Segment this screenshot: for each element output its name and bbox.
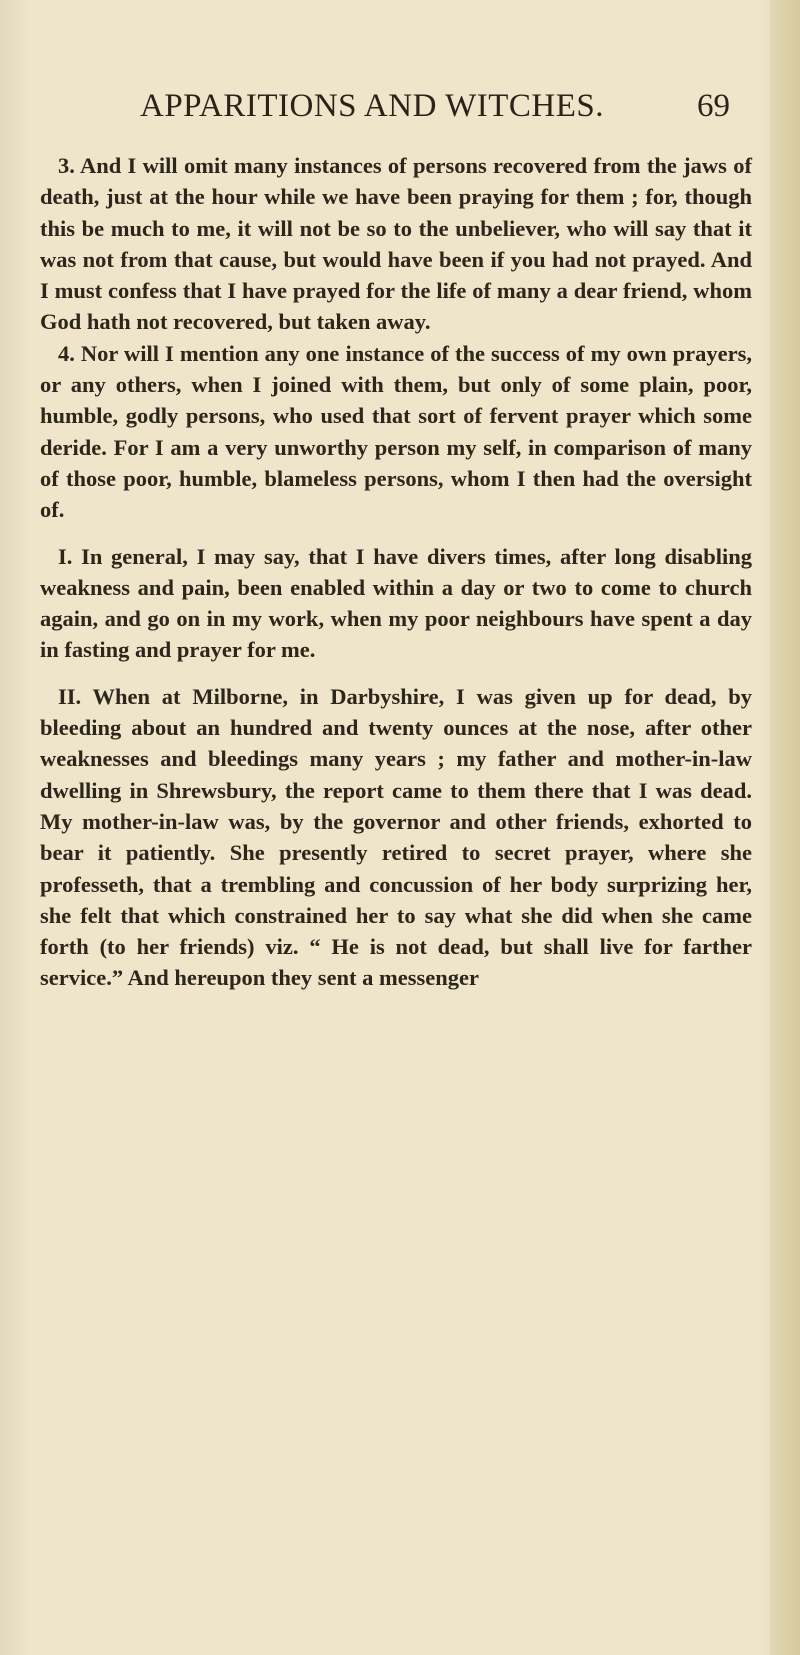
- paragraph-3: 3. And I will omit many instances of persons recovered from the jaws of death, just at the hour while we have been praying for them ; for, though this be much to me, it will not be so to the unbeliever, who will say that it was not from that cause, but would have been if you had not prayed. And I must confess that I have prayed for the life of many a dear friend, whom God hath not recovered, but taken away.: [40, 153, 752, 335]
- page-header: [90, 88, 730, 134]
- paragraph-ii: II. When at Milborne, in Darbyshire, I was given up for dead, by bleeding about an hundred and twenty ounces at the nose, after other weaknesses and bleedings many years ; my father and mother-in-law dwelling in Shrewsbury, the report came to them there that I was dead. My mother-in-law was, by the governor and other friends, exhorted to bear it patiently. She presently retired to secret prayer, where she professeth, that a trembling and concussion of her body surprizing her, she felt that which constrained her to say what she did when she came forth (to her friends) viz. “ He is not dead, but shall live for farther service.” And hereupon they sent a messenger: [40, 683, 752, 991]
- paragraph-i: I. In general, I may say, that I have divers times, after long disabling weakness and pain, been enabled within a day or two to come to church again, and go on in my work, when my poor neighbours have spent a day in fasting and prayer for me.: [40, 543, 752, 663]
- page-edge: [770, 0, 800, 1655]
- body-text: [40, 150, 752, 994]
- paragraph-4: 4. Nor will I mention any one instance of the success of my own prayers, or any others, when I joined with them, but only of some plain, poor, humble, godly persons, who used that sort of fervent prayer which some deride. For I am a very unworthy person my self, in comparison of many of those poor, humble, blameless persons, whom I then had the oversight of.: [40, 340, 752, 523]
- running-head: APPARITIONS AND WITCHES.: [140, 88, 604, 124]
- page-number: 69: [697, 88, 730, 124]
